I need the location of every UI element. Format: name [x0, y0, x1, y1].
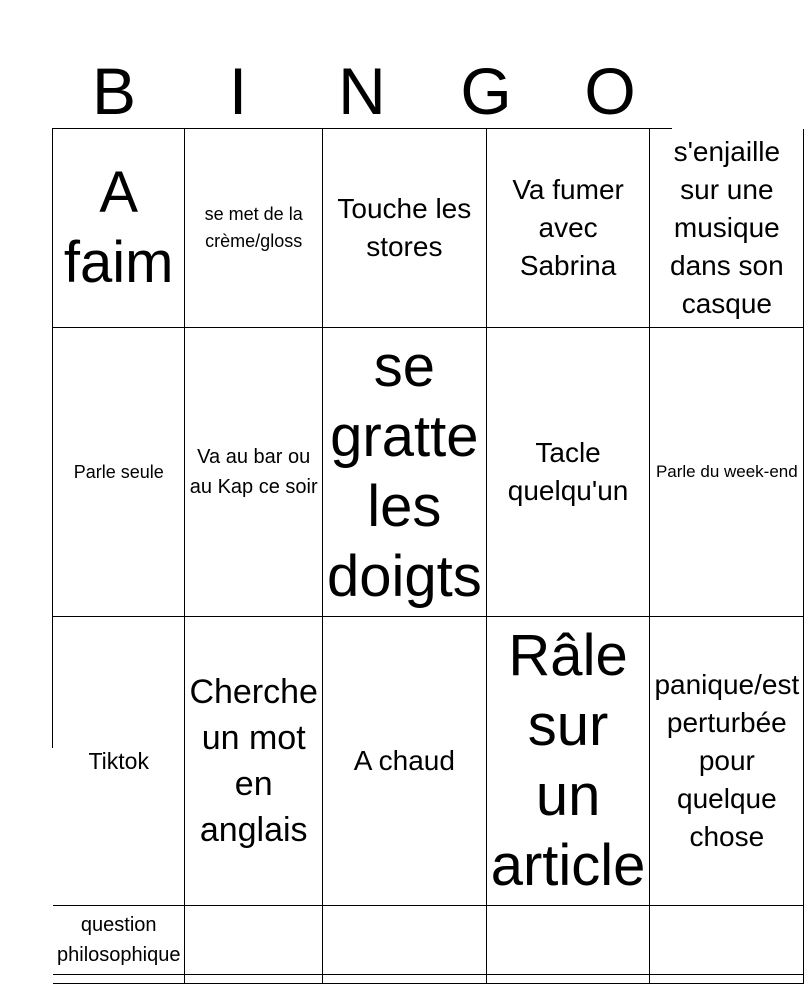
bingo-cell[interactable]: Tiktok	[53, 617, 185, 906]
bingo-cell[interactable]	[185, 975, 323, 984]
header-letter-n: N	[338, 54, 386, 128]
bingo-card	[52, 128, 800, 966]
bingo-cell[interactable]	[323, 906, 487, 975]
bingo-cell[interactable]: question philosophique	[53, 906, 185, 975]
bingo-cell[interactable]: A chaud	[323, 617, 487, 906]
bingo-cell[interactable]: Tacle quelqu'un	[487, 328, 651, 617]
bingo-cell[interactable]: Va fumer avec Sabrina	[487, 129, 651, 328]
header-letter-i: I	[228, 54, 248, 128]
bingo-cell[interactable]: panique/est perturbée pour quelque chose	[650, 617, 804, 906]
bingo-cell[interactable]: s'enjaille sur une musique dans son casque	[650, 129, 804, 328]
bingo-cell[interactable]: se gratte les doigts	[323, 328, 487, 617]
bingo-cell[interactable]: Va au bar ou au Kap ce soir	[185, 328, 323, 617]
bingo-cell[interactable]	[53, 975, 185, 984]
bingo-cell[interactable]	[650, 906, 804, 975]
bingo-cell[interactable]	[323, 975, 487, 984]
bingo-cell[interactable]: Cherche un mot en anglais	[185, 617, 323, 906]
bingo-cell[interactable]: A faim	[53, 129, 185, 328]
header-letter-o: O	[584, 54, 636, 128]
bingo-cell[interactable]	[185, 906, 323, 975]
bingo-header	[52, 56, 672, 126]
bingo-cell[interactable]: Parle seule	[53, 328, 185, 617]
bingo-cell[interactable]	[650, 975, 804, 984]
bingo-cell[interactable]: Râle sur un article	[487, 617, 651, 906]
header-letter-b: B	[91, 54, 137, 128]
header-letter-g: G	[460, 54, 512, 128]
bingo-cell[interactable]: Touche les stores	[323, 129, 487, 328]
bingo-cell[interactable]	[487, 906, 651, 975]
bingo-cell[interactable]: Parle du week-end	[650, 328, 804, 617]
bingo-cell[interactable]	[487, 975, 651, 984]
bingo-cell[interactable]: se met de la crème/gloss	[185, 129, 323, 328]
